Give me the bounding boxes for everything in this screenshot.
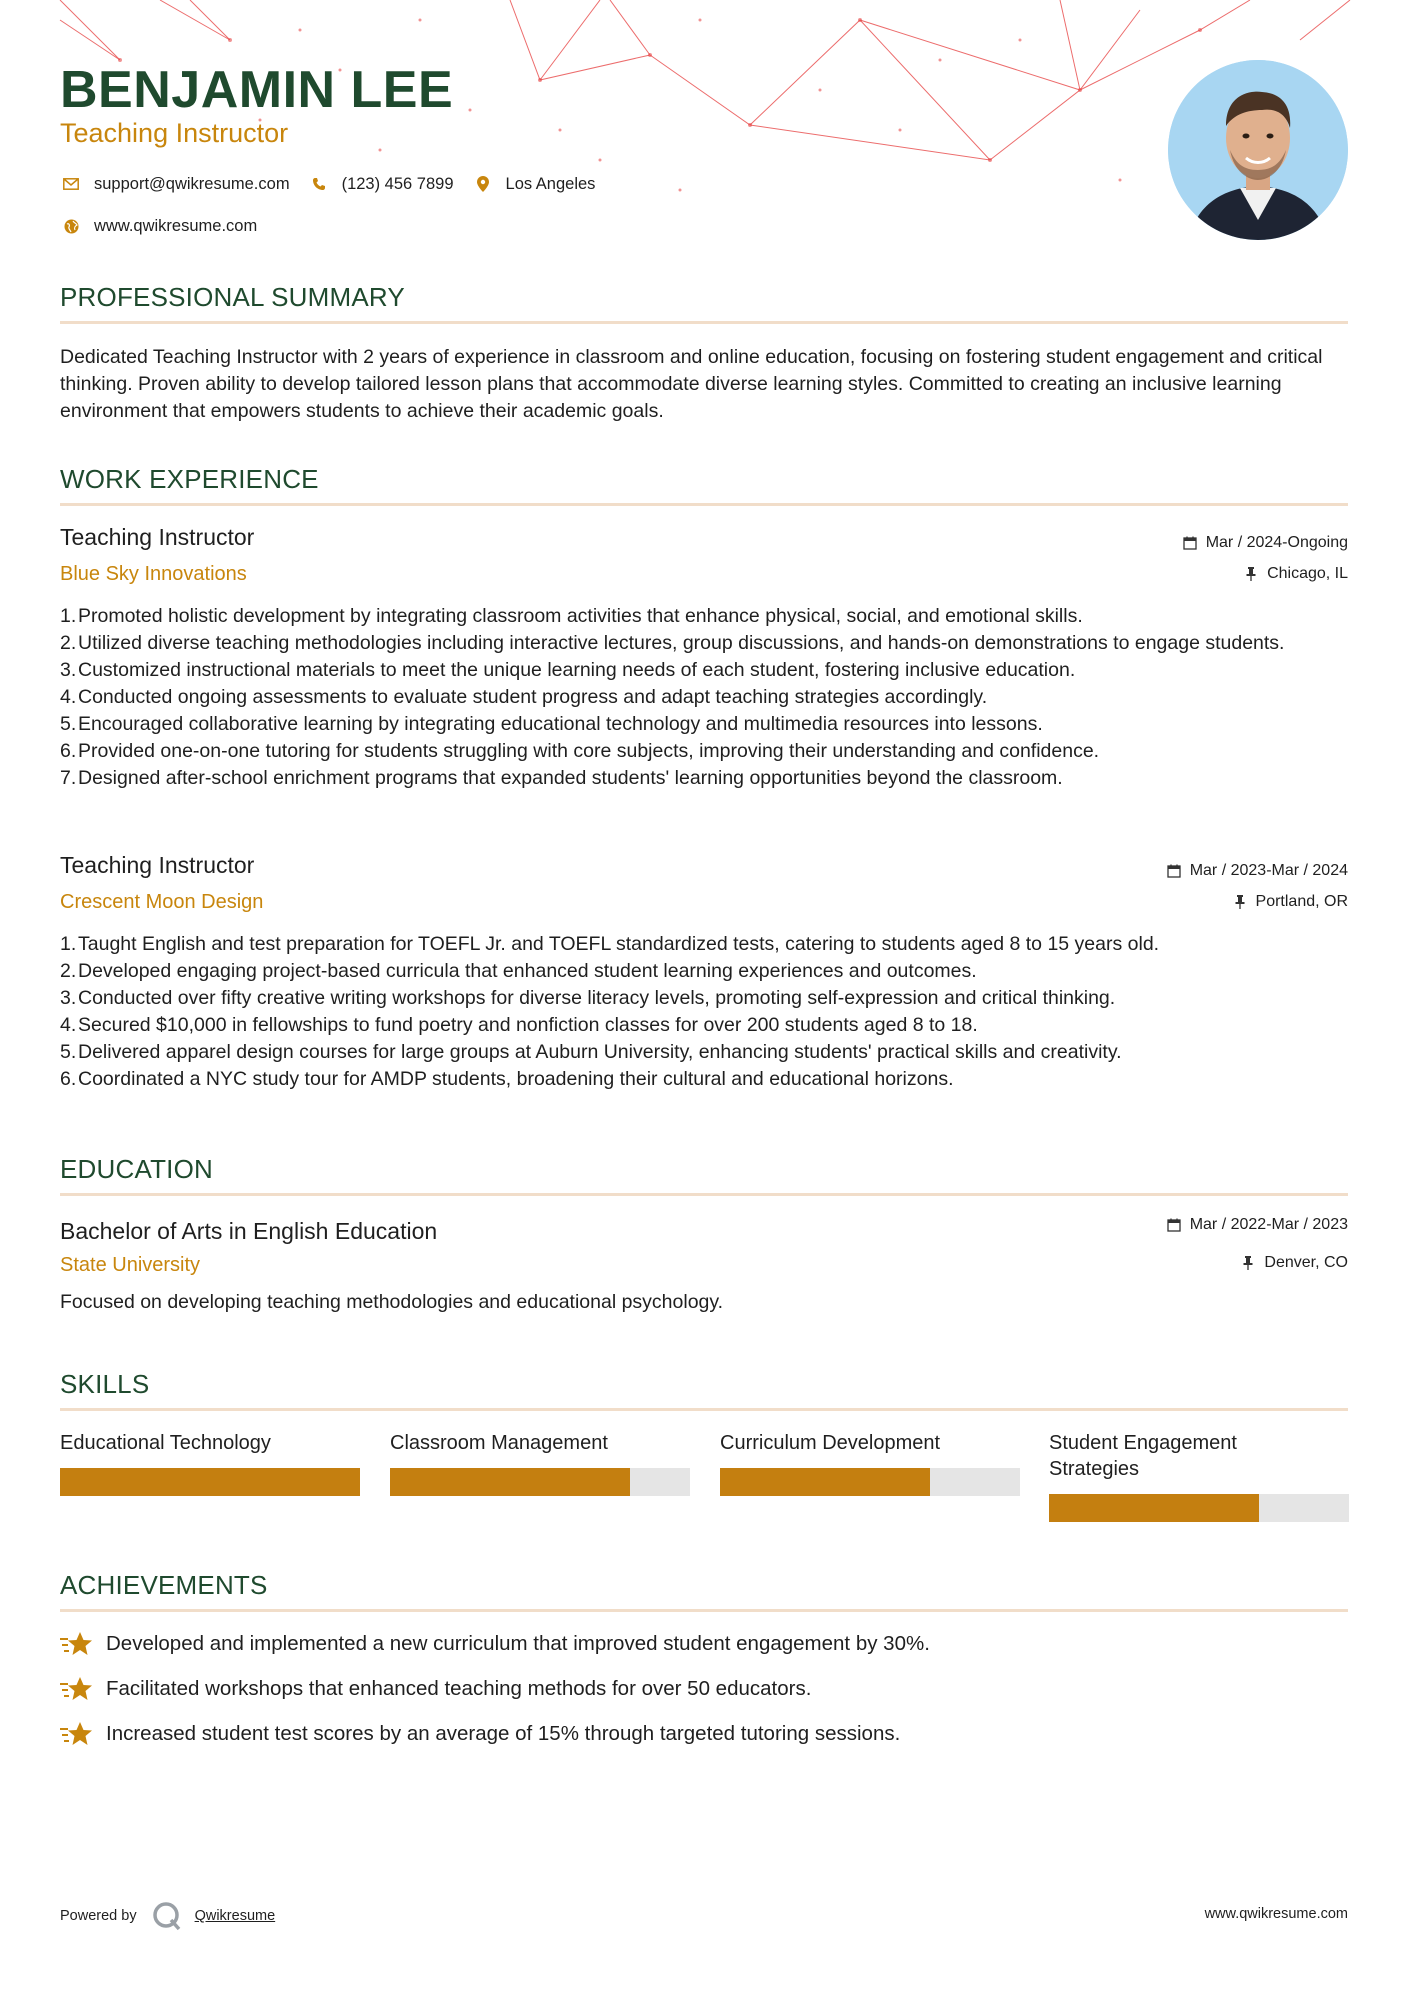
skill-item bbox=[390, 1430, 690, 1456]
list-item bbox=[60, 931, 1348, 958]
skill-bar-fill bbox=[720, 1468, 930, 1496]
job-title: Teaching Instructor bbox=[60, 524, 255, 550]
list-text: Conducted over fifty creative writing workshops for diverse literacy levels, promoting self-expression and critical thinking. bbox=[78, 987, 1116, 1009]
section-divider bbox=[60, 503, 1348, 506]
list-item bbox=[60, 985, 1348, 1012]
list-item bbox=[60, 1039, 1348, 1066]
list-item bbox=[60, 1012, 1348, 1039]
job-dates bbox=[1166, 862, 1348, 880]
job-company: Crescent Moon Design bbox=[60, 891, 264, 913]
achievement-text: Facilitated workshops that enhanced teaching methods for over 50 educators. bbox=[106, 1677, 812, 1700]
job-dates-text: Mar / 2024-Ongoing bbox=[1205, 534, 1348, 551]
list-item bbox=[60, 958, 1348, 985]
school-name: State University bbox=[60, 1254, 201, 1276]
list-item bbox=[60, 684, 1348, 711]
skill-bar bbox=[1049, 1494, 1349, 1522]
achievement-item bbox=[60, 1675, 811, 1703]
list-item bbox=[60, 711, 1348, 738]
list-text: Provided one-on-one tutoring for students struggling with core subjects, improving their understanding and confidence. bbox=[78, 740, 1100, 762]
contact-phone[interactable] bbox=[308, 173, 454, 195]
list-number: 3. bbox=[60, 659, 77, 681]
contact-website[interactable] bbox=[60, 215, 257, 237]
list-text: Taught English and test preparation for TOEFL Jr. and TOEFL standardized tests, catering to students aged 8 to 15 years old. bbox=[78, 933, 1160, 955]
list-text: Coordinated a NYC study tour for AMDP students, broadening their cultural and educational horizons. bbox=[78, 1068, 954, 1090]
job-responsibilities bbox=[60, 603, 1348, 792]
education-dates bbox=[1166, 1216, 1348, 1234]
achievement-item bbox=[60, 1630, 930, 1658]
list-number: 2. bbox=[60, 960, 77, 982]
candidate-title: Teaching Instructor bbox=[60, 118, 289, 148]
skill-bar bbox=[720, 1468, 1020, 1496]
job-company: Blue Sky Innovations bbox=[60, 563, 247, 585]
contact-row bbox=[60, 173, 613, 195]
education-dates-text: Mar / 2022-Mar / 2023 bbox=[1189, 1216, 1348, 1233]
job-location bbox=[1243, 565, 1348, 583]
list-number: 4. bbox=[60, 1014, 77, 1036]
star-icon bbox=[60, 1630, 94, 1658]
globe-icon bbox=[60, 215, 82, 237]
list-number: 1. bbox=[60, 933, 77, 955]
skill-item bbox=[720, 1430, 1020, 1456]
list-text: Encouraged collaborative learning by integrating educational technology and multimedia resources into lessons. bbox=[78, 713, 1043, 735]
list-text: Developed engaging project-based curricula that enhanced student learning experiences and outcomes. bbox=[78, 960, 977, 982]
pushpin-icon bbox=[1232, 894, 1248, 910]
powered-by-label: Powered by bbox=[60, 1908, 137, 1924]
list-text: Customized instructional materials to meet the unique learning needs of each student, fostering inclusive education. bbox=[78, 659, 1076, 681]
list-text: Designed after-school enrichment programs that expanded students' learning opportunities beyond the classroom. bbox=[78, 767, 1063, 789]
education-heading: EDUCATION bbox=[60, 1154, 213, 1184]
section-divider bbox=[60, 1193, 1348, 1196]
footer-url[interactable]: www.qwikresume.com bbox=[1204, 1906, 1348, 1922]
section-divider bbox=[60, 321, 1348, 324]
list-number: 1. bbox=[60, 605, 77, 627]
star-icon bbox=[60, 1720, 94, 1748]
skill-name: Student Engagement Strategies bbox=[1049, 1432, 1237, 1480]
education-location-text: Denver, CO bbox=[1264, 1254, 1348, 1271]
phone-icon bbox=[308, 173, 330, 195]
skill-bar-fill bbox=[60, 1468, 360, 1496]
job-location-text: Chicago, IL bbox=[1267, 565, 1348, 582]
achievement-item bbox=[60, 1720, 900, 1748]
skill-bar bbox=[60, 1468, 360, 1496]
calendar-icon bbox=[1166, 863, 1182, 879]
list-item bbox=[60, 657, 1348, 684]
list-item bbox=[60, 1066, 1348, 1093]
job-location-text: Portland, OR bbox=[1255, 893, 1348, 910]
education-location bbox=[1240, 1254, 1348, 1272]
experience-heading: WORK EXPERIENCE bbox=[60, 464, 319, 494]
summary-text: Dedicated Teaching Instructor with 2 years of experience in classroom and online education, focusing on fostering student engagement and critical thinking. Proven ability to develop tailored lesson plans that accommodate diverse learning styles. Committed to creating an inclusive learning environment that empowers students to achieve their academic goals. bbox=[60, 346, 1323, 422]
pushpin-icon bbox=[1240, 1255, 1256, 1271]
contact-website-text: www.qwikresume.com bbox=[94, 216, 258, 235]
calendar-icon bbox=[1166, 1217, 1182, 1233]
achievements-heading: ACHIEVEMENTS bbox=[60, 1570, 268, 1600]
skill-name: Curriculum Development bbox=[720, 1432, 941, 1454]
contact-email-text: support@qwikresume.com bbox=[94, 174, 290, 193]
skills-heading: SKILLS bbox=[60, 1369, 150, 1399]
contact-location bbox=[472, 173, 596, 195]
list-item bbox=[60, 765, 1348, 792]
star-icon bbox=[60, 1675, 94, 1703]
contact-email[interactable] bbox=[60, 173, 290, 195]
qwikresume-logo-icon bbox=[151, 1900, 183, 1932]
job-title: Teaching Instructor bbox=[60, 852, 255, 878]
list-item bbox=[60, 603, 1348, 630]
skill-name: Educational Technology bbox=[60, 1432, 271, 1454]
list-number: 6. bbox=[60, 740, 77, 762]
pushpin-icon bbox=[1243, 566, 1259, 582]
list-number: 4. bbox=[60, 686, 77, 708]
footer-powered-by bbox=[60, 1900, 275, 1932]
list-item bbox=[60, 630, 1348, 657]
list-text: Secured $10,000 in fellowships to fund poetry and nonfiction classes for over 200 students aged 8 to 18. bbox=[78, 1014, 978, 1036]
job-location bbox=[1232, 893, 1348, 911]
profile-photo bbox=[1168, 60, 1348, 240]
list-number: 2. bbox=[60, 632, 77, 654]
section-divider bbox=[60, 1609, 1348, 1612]
calendar-icon bbox=[1182, 535, 1198, 551]
skill-bar-fill bbox=[390, 1468, 630, 1496]
list-text: Promoted holistic development by integrating classroom activities that enhance physical, social, and emotional skills. bbox=[78, 605, 1083, 627]
list-number: 6. bbox=[60, 1068, 77, 1090]
contact-phone-text: (123) 456 7899 bbox=[341, 174, 454, 193]
skill-item bbox=[60, 1430, 360, 1456]
candidate-name: BENJAMIN LEE bbox=[60, 61, 454, 119]
section-divider bbox=[60, 1408, 1348, 1411]
list-number: 5. bbox=[60, 713, 77, 735]
skill-bar bbox=[390, 1468, 690, 1496]
map-pin-icon bbox=[472, 173, 494, 195]
summary-heading: PROFESSIONAL SUMMARY bbox=[60, 282, 405, 312]
skill-bar-fill bbox=[1049, 1494, 1259, 1522]
list-number: 5. bbox=[60, 1041, 77, 1063]
list-number: 7. bbox=[60, 767, 77, 789]
website-row bbox=[60, 215, 275, 237]
degree-title: Bachelor of Arts in English Education bbox=[60, 1218, 438, 1244]
job-dates bbox=[1182, 534, 1348, 552]
list-text: Conducted ongoing assessments to evaluate student progress and adapt teaching strategies accordingly. bbox=[78, 686, 988, 708]
education-description: Focused on developing teaching methodologies and educational psychology. bbox=[60, 1291, 724, 1313]
skill-name: Classroom Management bbox=[390, 1432, 608, 1454]
list-number: 3. bbox=[60, 987, 77, 1009]
contact-location-text: Los Angeles bbox=[505, 174, 596, 193]
job-responsibilities bbox=[60, 931, 1348, 1093]
list-text: Utilized diverse teaching methodologies including interactive lectures, group discussions, and hands-on demonstrations to engage students. bbox=[78, 632, 1285, 654]
list-item bbox=[60, 738, 1348, 765]
achievement-text: Increased student test scores by an average of 15% through targeted tutoring sessions. bbox=[106, 1722, 901, 1745]
skill-item bbox=[1049, 1430, 1249, 1482]
envelope-icon bbox=[60, 173, 82, 195]
job-dates-text: Mar / 2023-Mar / 2024 bbox=[1189, 862, 1348, 879]
qwikresume-link[interactable]: Qwikresume bbox=[194, 1908, 276, 1924]
achievement-text: Developed and implemented a new curriculum that improved student engagement by 30%. bbox=[106, 1632, 930, 1655]
list-text: Delivered apparel design courses for large groups at Auburn University, enhancing students' practical skills and creativity. bbox=[78, 1041, 1122, 1063]
